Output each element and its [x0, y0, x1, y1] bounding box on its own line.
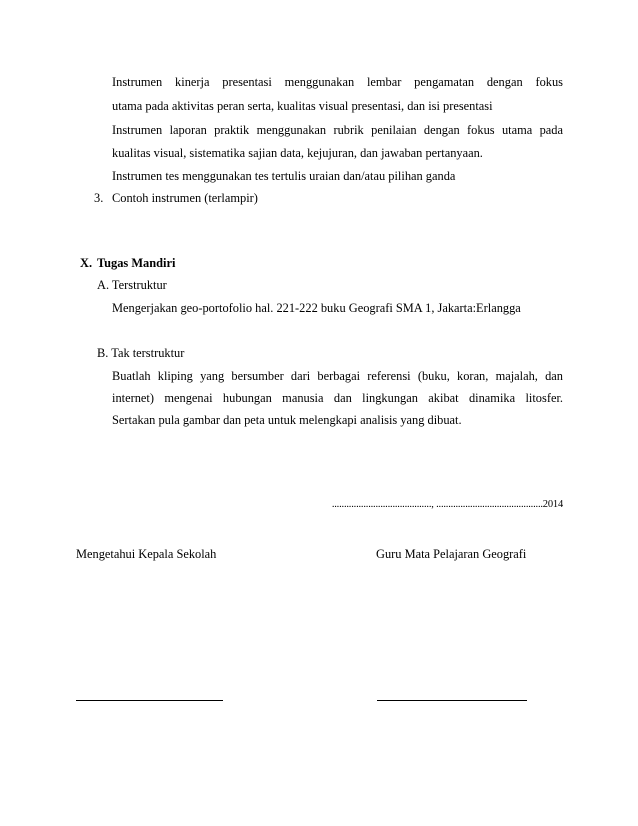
section-a-heading: A. Terstruktur: [97, 278, 167, 292]
instrument-kinerja-line-2: utama pada aktivitas peran serta, kualitas visual presentasi, dan isi presentasi: [112, 99, 493, 113]
section-x-title: Tugas Mandiri: [97, 256, 176, 270]
signature-left-label: Mengetahui Kepala Sekolah: [76, 547, 217, 561]
section-x-numeral: X.: [80, 256, 93, 270]
instrument-laporan-line-1: Instrumen laporan praktik menggunakan rubrik penilaian dengan fokus utama pada: [112, 123, 563, 137]
signature-left-line: [76, 700, 223, 701]
section-b-line-1: Buatlah kliping yang bersumber dari berbagai referensi (buku, koran, majalah, dan: [112, 369, 563, 383]
signature-right-label: Guru Mata Pelajaran Geografi: [376, 547, 527, 561]
signature-right-line: [377, 700, 527, 701]
item-3-text: Contoh instrumen (terlampir): [112, 191, 258, 205]
section-b-line-2: internet) mengenai hubungan manusia dan lingkungan akibat dinamika litosfer.: [112, 391, 563, 405]
section-b-heading: B. Tak terstruktur: [97, 346, 185, 360]
instrument-laporan-line-2: kualitas visual, sistematika sajian data, kejujuran, dan jawaban pertanyaan.: [112, 146, 483, 160]
date-line: ........................................., ............................................2014: [331, 499, 563, 510]
instrument-kinerja-line-1: Instrumen kinerja presentasi menggunakan lembar pengamatan dengan fokus: [112, 75, 563, 89]
section-a-text: Mengerjakan geo-portofolio hal. 221-222 buku Geografi SMA 1, Jakarta:Erlangga: [112, 301, 521, 315]
item-3-number: 3.: [94, 191, 104, 205]
instrument-tes-line: Instrumen tes menggunakan tes tertulis uraian dan/atau pilihan ganda: [112, 169, 456, 183]
section-b-line-3: Sertakan pula gambar dan peta untuk melengkapi analisis yang dibuat.: [112, 413, 462, 427]
